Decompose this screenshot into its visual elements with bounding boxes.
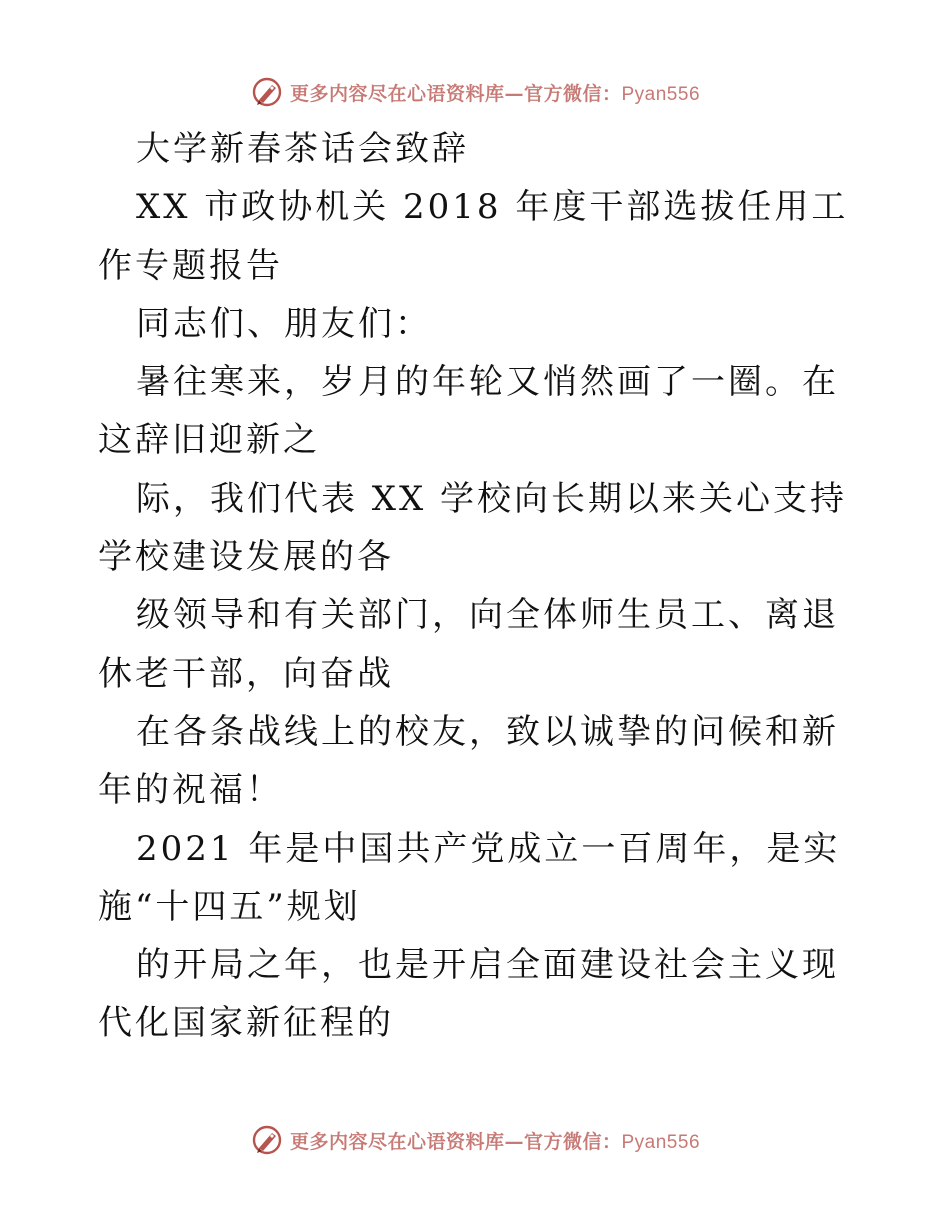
header-banner-id: Pyan556 — [621, 83, 701, 105]
paragraph: 2021 年是中国共产党成立一百周年，是实施“十四五”规划 — [98, 828, 841, 927]
page-header — [0, 72, 950, 112]
paragraph: 际，我们代表 XX 学校向长期以来关心支持学校建设发展的各 — [98, 478, 848, 578]
pen-nib-logo-icon — [250, 1123, 284, 1157]
paragraph: 在各条战线上的校友，致以诚挚的问候和新年的祝福！ — [98, 711, 839, 811]
footer-banner-text: 更多内容尽在心语资料库—官方微信： — [289, 1130, 622, 1153]
paragraph: XX 市政协机关 2018 年度干部选拔任用工作专题报告 — [98, 187, 849, 286]
paragraph: 的开局之年，也是开启全面建设社会主义现代化国家新征程的 — [98, 945, 839, 1044]
paragraph: 级领导和有关部门，向全体师生员工、离退休老干部，向奋战 — [98, 595, 839, 694]
page-footer — [0, 1120, 950, 1160]
paragraph: 同志们、朋友们： — [136, 303, 432, 344]
paragraph: 大学新春茶话会致辞 — [136, 129, 469, 169]
header-banner-text: 更多内容尽在心语资料库—官方微信： — [289, 82, 622, 105]
footer-banner-id: Pyan556 — [621, 1131, 701, 1153]
footer-banner[interactable] — [250, 1123, 700, 1157]
pen-nib-logo-icon — [250, 75, 284, 109]
header-banner[interactable] — [250, 75, 700, 109]
document-body — [98, 120, 858, 1053]
paragraph: 暑往寒来，岁月的年轮又悄然画了一圈。在这辞旧迎新之 — [98, 362, 839, 461]
